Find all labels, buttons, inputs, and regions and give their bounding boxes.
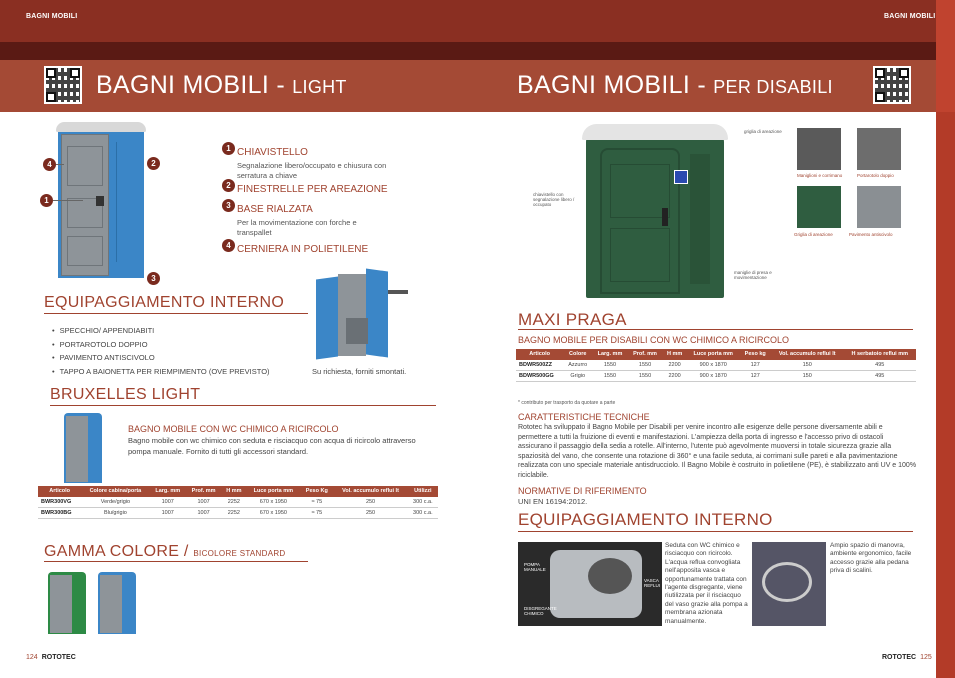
- callout-badge-2: 2: [147, 157, 160, 170]
- blue-variant-image: [98, 572, 136, 634]
- detail-caption: Griglia di areazione: [794, 232, 833, 237]
- footer-right: ROTOTEC 125: [882, 654, 932, 661]
- wc-tank-photo: POMPA MANUALE VASCA REFLUI DISGREGANTE CHIMICO: [518, 542, 662, 626]
- right-equip-title: EQUIPAGGIAMENTO INTERNO: [518, 510, 773, 529]
- tech-title: CARATTERISTICHE TECNICHE: [518, 412, 650, 422]
- detail-caption: Pavimento antiscivolo: [849, 232, 893, 237]
- header-right-label: BAGNI MOBILI: [884, 13, 936, 20]
- feature-1: 1 CHIAVISTELLO Segnalazione libero/occupato e chiusura con serratura a chiave: [222, 142, 387, 181]
- callout-chiavistello: chiavistello con segnalazione libero / occupato: [533, 192, 575, 207]
- bruxelles-spec-table: Articolo Colore cabina/porta Larg. mm Prof. mm H mm Luce porta mm Peso Kg Vol. accumulo reflui lt Utilizzi BWR300VG Verde/grigio 1007 1007 2252 670 x 1950 ≈ 75 250 300 c.a. BWR300BG Blu/grigio 1007 1007 2252 670 x 1950 ≈ 75 250 300 c.a.: [38, 486, 438, 519]
- norm-title: NORMATIVE DI RIFERIMENTO: [518, 486, 647, 496]
- green-variant-image: [48, 572, 86, 634]
- detail-caption: Maniglioni e corrimano: [797, 173, 843, 178]
- detail-caption: Portarotolo doppio: [857, 173, 894, 178]
- table-row: BWR300VG Verde/grigio 1007 1007 2252 670 x 1950 ≈ 75 250 300 c.a.: [38, 497, 438, 508]
- bruxelles-title: BRUXELLES LIGHT: [50, 386, 201, 403]
- list-item: • SPECCHIO/ APPENDIABITI: [52, 324, 270, 338]
- header-left-label: BAGNI MOBILI: [26, 13, 78, 20]
- footer-left: 124 ROTOTEC: [26, 654, 76, 661]
- detail-photo-floor: [857, 186, 901, 228]
- right-page-title: BAGNI MOBILI - PER DISABILI: [517, 71, 833, 99]
- detail-photo-roll-holder: [857, 128, 901, 170]
- detail-photo-vent: [797, 186, 841, 228]
- feature-2: 2 FINESTRELLE PER AREAZIONE: [222, 179, 388, 197]
- left-equip-title: EQUIPAGGIAMENTO INTERNO: [44, 294, 285, 311]
- bruxelles-light-illustration: [58, 128, 144, 278]
- equip-list: [52, 324, 270, 378]
- list-item: • PORTAROTOLO DOPPIO: [52, 338, 270, 352]
- bruxelles-subtitle: BAGNO MOBILE CON WC CHIMICO A RICIRCOLO: [128, 424, 339, 434]
- qr-code-right-icon: [873, 66, 911, 104]
- callout-griglia: griglia di areazione: [744, 129, 782, 134]
- equip-caption-1: Seduta con WC chimico e risciacquo con ricircolo. L'acqua reflua convogliata nell'apposita vasca e opportunamente trattata con l'agente disgregante, viene riutilizzata per il risciacquo del vaso grazie alla pompa a membrana azionata manualmente.: [665, 542, 748, 625]
- maxi-praga-title: MAXI PRAGA: [518, 310, 627, 329]
- table-row: BDWR500ZZ Azzurro 1550 1550 2200 900 x 1870 127 150 495: [516, 360, 916, 371]
- callout-maniglie: maniglie di presa e movimentazione: [734, 270, 772, 280]
- qr-code-left-icon: [44, 66, 82, 104]
- maxi-praga-illustration: [586, 128, 724, 298]
- left-page-title: BAGNI MOBILI - LIGHT: [96, 71, 347, 99]
- equip-caption-2: Ampio spazio di manovra, ambiente ergonomico, facile accesso grazie alla pedana priva di scalini.: [830, 542, 912, 575]
- norm-text: UNI EN 16194:2012.: [518, 497, 588, 506]
- open-cabin-illustration: [316, 270, 408, 360]
- feature-4: 4 CERNIERA IN POLIETILENE: [222, 239, 368, 257]
- callout-badge-4: 4: [43, 158, 56, 171]
- equip-note: Su richiesta, forniti smontati.: [312, 367, 407, 376]
- top-bar: [0, 0, 955, 42]
- list-item: • PAVIMENTO ANTISCIVOLO: [52, 351, 270, 365]
- detail-photo-handrails: [797, 128, 841, 170]
- gamma-title: GAMMA COLORE / BICOLORE STANDARD: [44, 543, 286, 560]
- maxi-praga-spec-table: Articolo Colore Larg. mm Prof. mm H mm Luce porta mm Peso kg Vol. accumulo reflui lt H serbatoio reflui mm BDWR500ZZ Azzurro 1550 1550 2200 900 x 1870 127 150 495 BDWR500GG Grigio 1550 1550 2200 900 x 1870 127 150 495: [516, 349, 916, 382]
- page-edge: [936, 0, 955, 678]
- callout-badge-1: 1: [40, 194, 53, 207]
- dark-stripe: [0, 42, 955, 60]
- table-row: BDWR500GG Grigio 1550 1550 2200 900 x 1870 127 150 495: [516, 371, 916, 382]
- feature-3: 3 BASE RIALZATA Per la movimentazione con forche e transpallet: [222, 199, 387, 238]
- table-row: BWR300BG Blu/grigio 1007 1007 2252 670 x 1950 ≈ 75 250 300 c.a.: [38, 508, 438, 519]
- bruxelles-thumb: [64, 413, 102, 483]
- maxi-praga-subtitle: BAGNO MOBILE PER DISABILI CON WC CHIMICO A RICIRCOLO: [518, 335, 790, 345]
- callout-badge-3: 3: [147, 272, 160, 285]
- bruxelles-desc: Bagno mobile con wc chimico con seduta e risciacquo con acqua di ricircolo attraverso pompa manuale. Fornito di tutti gli accessori standard.: [128, 436, 416, 456]
- interior-photo: [752, 542, 826, 626]
- tech-text: Rototec ha sviluppato il Bagno Mobile per Disabili per venire incontro alle esigenze delle persone diversamente abili e permettere a tutti la fruizione di eventi e manifestazioni. L'ampiezza della porta di ingresso e l'accesso privo di ostacoli assicurano il passaggio della sedia a rotelle. All'interno, l'utente può agevolmente muoversi in totale sicurezza grazie alla spaziosità del vano, che consente una rotazione di 360° e una facile seduta, ai corrimani sulle pareti e alla pavimentazione realizzata con uno speciale materiale antisdrucciolo. Il Bagno Mobile è costruito in polietilene (PE), è stabilizzato anti UV e 100% riciclabile.: [518, 424, 917, 479]
- table-note: * contributo per trasporto da quotare a parte: [518, 400, 616, 406]
- list-item: • TAPPO A BAIONETTA PER RIEMPIMENTO (OVE PREVISTO): [52, 365, 270, 379]
